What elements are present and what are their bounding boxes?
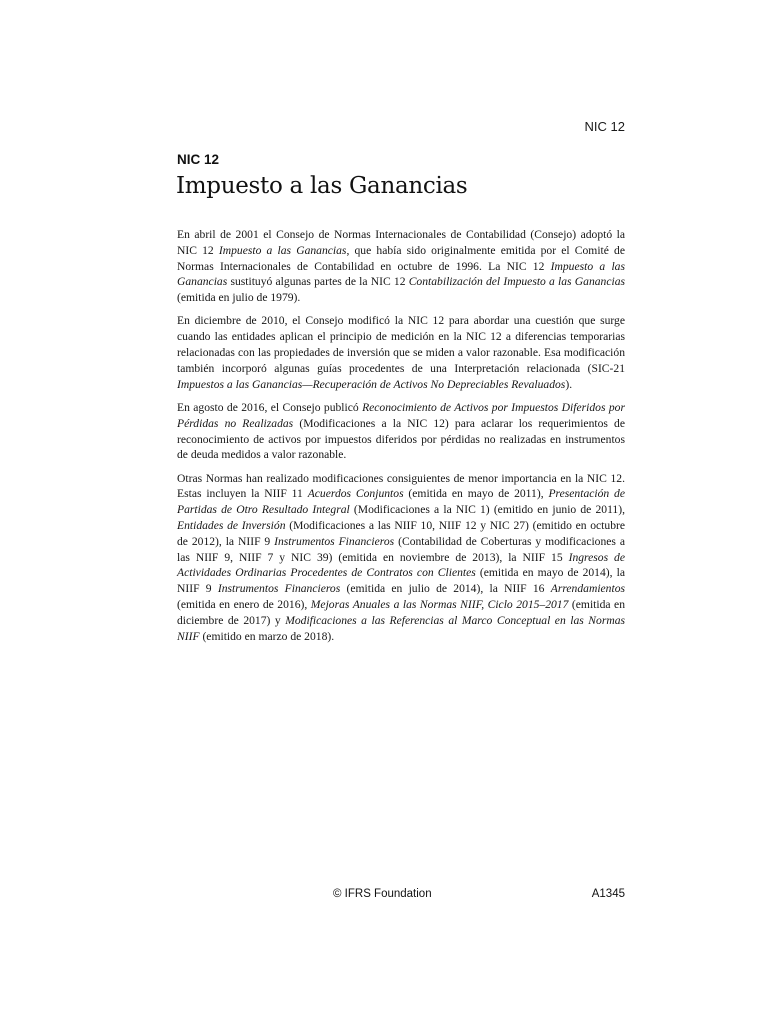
italic-title-ref: Instrumentos Financieros xyxy=(274,534,395,548)
italic-title-ref: Entidades de Inversión xyxy=(177,519,286,533)
paragraph-text: (emitido en marzo de 2018). xyxy=(199,629,335,643)
paragraph-text: ). xyxy=(565,377,573,391)
paragraph-text: (Contabilidad de Coberturas y modificaciones a las NIIF 9, NIIF 7 y NIC 39) (emitida en noviembre de 2013), la NIIF 15 xyxy=(177,534,625,564)
italic-title-ref: Impuesto a las Ganancias xyxy=(218,243,347,257)
italic-title-ref: Reconocimiento de Activos por Impuestos Diferidos por Pérdidas no Realizadas xyxy=(177,400,625,430)
italic-title-ref: Acuerdos Conjuntos xyxy=(307,487,404,501)
paragraph xyxy=(177,227,625,306)
italic-title-ref: Arrendamientos xyxy=(550,582,626,596)
paragraph-text: (emitida en mayo de 2011), xyxy=(403,487,549,501)
running-header: NIC 12 xyxy=(584,119,625,134)
paragraph-text: (Modificaciones a las NIIF 10, NIIF 12 y NIC 27) (emitido en octubre de 2012), la NIIF 9 xyxy=(177,519,626,548)
paragraph-text: (emitida en diciembre de 2017) y xyxy=(177,598,625,627)
italic-title-ref: Contabilización del Impuesto a las Ganancias xyxy=(408,275,626,289)
paragraph xyxy=(177,471,625,645)
italic-title-ref: Impuestos a las Ganancias—Recuperación de Activos No Depreciables Revaluados xyxy=(177,377,566,391)
paragraph-text: (emitida en mayo de 2014), la NIIF 9 xyxy=(177,566,625,596)
paragraph-text: , que había sido originalmente emitida por el Comité de Normas Internacionales de Contabilidad en octubre de 1996. La NIC 12 xyxy=(177,243,626,273)
paragraph-text: (Modificaciones a la NIC 1) (emitido en junio de 2011), xyxy=(349,503,625,517)
italic-title-ref: Impuesto a las Ganancias xyxy=(177,259,625,289)
footer-page-number: A1345 xyxy=(591,888,625,900)
paragraph-text: sustituyó algunas partes de la NIC 12 xyxy=(227,275,409,289)
paragraph-text: En abril de 2001 el Consejo de Normas Internacionales de Contabilidad (Consejo) adoptó la NIC 12 xyxy=(177,228,625,257)
page-title: Impuesto a las Ganancias xyxy=(176,173,468,199)
paragraph-text: (emitida en enero de 2016), xyxy=(177,598,311,612)
italic-title-ref: Presentación de Partidas de Otro Resultado Integral xyxy=(177,487,625,517)
section-code: NIC 12 xyxy=(177,152,220,167)
paragraph-text: (emitida en julio de 1979). xyxy=(177,291,301,305)
paragraph-text: En diciembre de 2010, el Consejo modificó la NIC 12 para abordar una cuestión que surge cuando las entidades aplican el principio de medición en la NIC 12 a diferencias temporarias relacionadas con las propiedades de inversión que se miden a valor razonable. Esa modificación también incorporó algunas guías procedentes de una Interpretación relacionada (SIC-21 xyxy=(177,314,625,375)
paragraph xyxy=(177,400,625,463)
italic-title-ref: Mejoras Anuales a las Normas NIIF, Ciclo 2015–2017 xyxy=(310,598,569,612)
introduction-body xyxy=(177,227,625,652)
paragraph-text: (Modificaciones a la NIC 12) para aclarar los requerimientos de reconocimiento de activos por impuestos diferidos por pérdidas no realizadas en instrumentos de deuda medidos a valor razonable. xyxy=(177,416,625,462)
paragraph-text: En agosto de 2016, el Consejo publicó xyxy=(177,400,363,414)
italic-title-ref: Ingresos de Actividades Ordinarias Procedentes de Contratos con Clientes xyxy=(177,550,625,580)
paragraph-text: (emitida en julio de 2014), la NIIF 16 xyxy=(340,582,551,596)
paragraph-text: Otras Normas han realizado modificaciones consiguientes de menor importancia en la NIC 12. Estas incluyen la NIIF 11 xyxy=(177,471,625,501)
italic-title-ref: Modificaciones a las Referencias al Marco Conceptual en las Normas NIIF xyxy=(177,613,626,643)
italic-title-ref: Instrumentos Financieros xyxy=(217,582,341,596)
paragraph xyxy=(177,313,625,392)
footer-copyright: © IFRS Foundation xyxy=(333,888,432,900)
